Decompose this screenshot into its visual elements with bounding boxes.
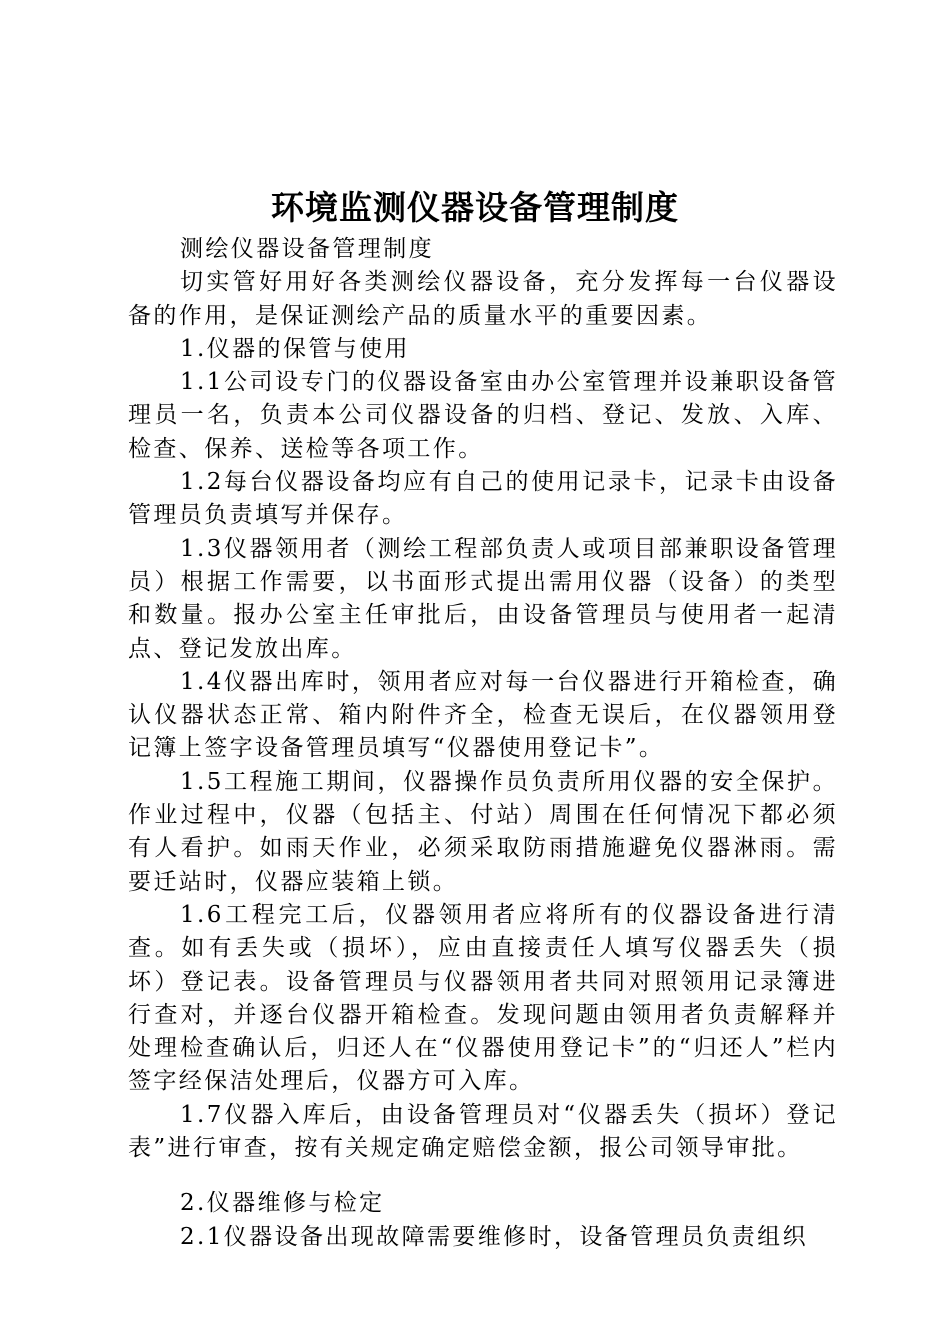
section-heading-2: 2.仪器维修与检定 [180,1190,385,1217]
document-title: 环境监测仪器设备管理制度 [271,188,679,227]
paragraph-subtitle: 测绘仪器设备管理制度 [180,236,434,262]
paragraph-1-3: 1.3仪器领用者（测绘工程部负责人或项目部兼职设备管理员）根据工作需要，以书面形式提出需用仪器（设备）的类型和数量。报办公室主任审批后，由设备管理员与使用者一起清点、登记发放出库。 [128,535,838,662]
paragraph-1-2: 1.2每台仪器设备均应有自己的使用记录卡，记录卡由设备管理员负责填写并保存。 [128,469,838,529]
paragraph-intro: 切实管好用好各类测绘仪器设备，充分发挥每一台仪器设备的作用，是保证测绘产品的质量水平的重要因素。 [128,269,838,329]
paragraph-1-6: 1.6工程完工后，仪器领用者应将所有的仪器设备进行清查。如有丢失或（损坏），应由直接责任人填写仪器丢失（损坏）登记表。设备管理员与仪器领用者共同对照领用记录簿进行查对，并逐台仪器开箱检查。发现问题由领用者负责解释并处理检查确认后，归还人在“仪器使用登记卡”的“归还人”栏内签字经保洁处理后，仪器方可入库。 [128,901,838,1095]
paragraph-1-7: 1.7仪器入库后，由设备管理员对“仪器丢失（损坏）登记表”进行审查，按有关规定确定赔偿金额，报公司领导审批。 [128,1101,838,1162]
document-body [128,233,838,1254]
paragraph-1-5: 1.5工程施工期间，仪器操作员负责所用仪器的安全保护。作业过程中，仪器（包括主、付站）周围在任何情况下都必须有人看护。如雨天作业，必须采取防雨措施避免仪器淋雨。需要迁站时，仪器应装箱上锁。 [128,768,838,895]
paragraph-1-1: 1.1公司设专门的仪器设备室由办公室管理并设兼职设备管理员一名，负责本公司仪器设备的归档、登记、发放、入库、检查、保养、送检等各项工作。 [128,369,838,462]
section-heading-1: 1.仪器的保管与使用 [180,335,410,362]
paragraph-2-1: 2.1仪器设备出现故障需要维修时，设备管理员负责组织 [180,1223,808,1250]
paragraph-1-4: 1.4仪器出库时，领用者应对每一台仪器进行开箱检查，确认仪器状态正常、箱内附件齐全，检查无误后，在仪器领用登记簿上签字设备管理员填写“仪器使用登记卡”。 [128,668,838,762]
